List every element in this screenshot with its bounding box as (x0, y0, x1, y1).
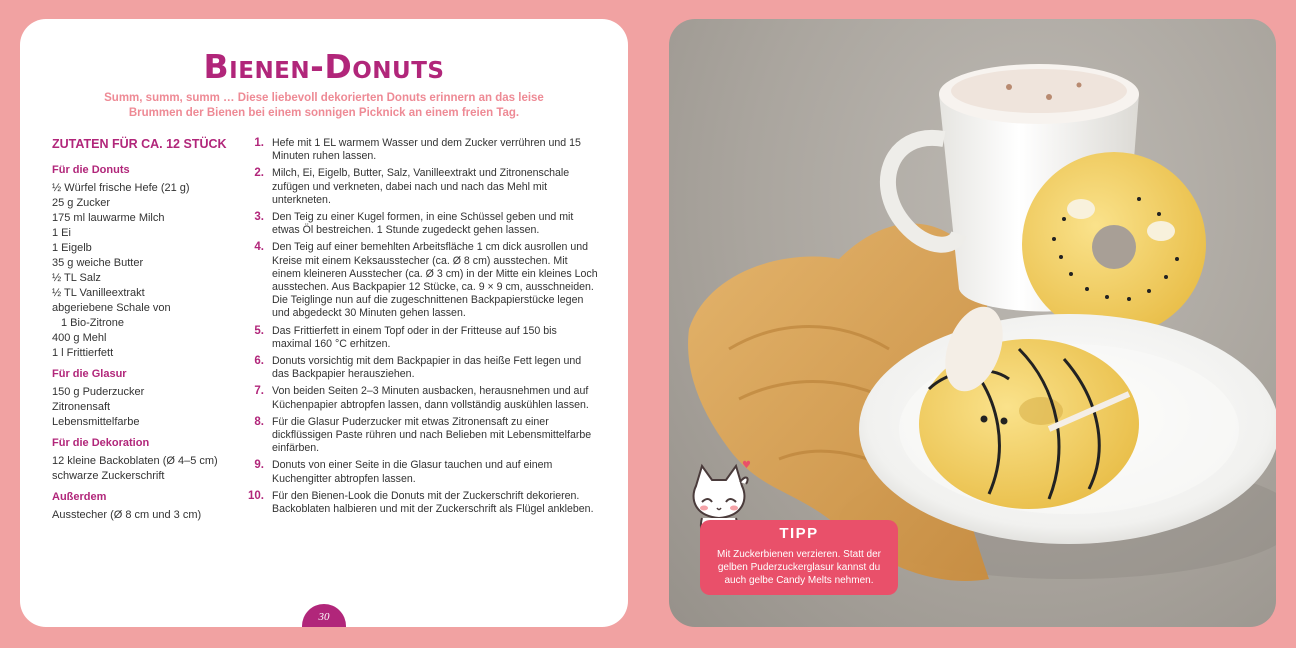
ingredient-item: 1 Bio-Zitrone (61, 317, 124, 329)
ingredient-item: Ausstecher (Ø 8 cm und 3 cm) (52, 509, 202, 521)
step-item (238, 385, 598, 411)
tip-box (700, 520, 898, 595)
recipe-subtitle: Summ, summ, summ … Diese liebevoll dekorierten Donuts erinnern an das leise Brummen der Bienen bei einem sonnigen Picknick an einem freien Tag. (104, 92, 544, 119)
ingredient-item: 1 l Frittierfett (52, 347, 114, 359)
step-text: Den Teig zu einer Kugel formen, in eine Schüssel geben und mit etwas Öl bestreichen. 1 Stunde zugedeckt gehen lassen. (272, 211, 574, 237)
ingredient-section (52, 436, 232, 484)
ingredient-item: schwarze Zuckerschrift (52, 470, 165, 482)
step-item (238, 490, 598, 516)
step-text: Für die Glasur Puderzucker mit etwas Zitronensaft zu einer dickflüssigen Paste rühren und nach Belieben mit Lebensmittelfarbe einfärben. (272, 415, 592, 455)
tip-title: TIPP (779, 525, 819, 542)
ingredient-item: ½ TL Salz (52, 272, 101, 284)
step-text: Den Teig auf einer bemehlten Arbeitsfläche 1 cm dick ausrollen und Kreise mit einem Keksausstecher (ca. Ø 8 cm) ausstechen. Mit einem kleineren Ausstecher (ca. Ø 3 cm) in der Mitte ein kleines Loch ausstechen. Aus Backpapier 12 Stücke, ca. 9 × 9 cm, ausschneiden. Die Teiglinge nun auf die zugeschnittenen Backpapierstücke legen und abgedeckt 30 Minuten gehen lassen. (272, 241, 598, 320)
ingredient-item: abgeriebene Schale von (52, 302, 171, 314)
ingredient-item: 12 kleine Backoblaten (Ø 4–5 cm) (52, 455, 218, 467)
ingredient-section-title: Für die Donuts (52, 164, 130, 176)
steps-list (238, 137, 598, 520)
ingredient-item: 35 g weiche Butter (52, 257, 144, 269)
step-text: Milch, Ei, Eigelb, Butter, Salz, Vanilleextrakt und Zitronenschale zufügen und verkneten, dabei nach und nach das Mehl mit unterkneten. (272, 167, 570, 206)
ingredient-section (52, 367, 232, 430)
ingredients-heading: ZUTATEN FÜR CA. 12 STÜCK (52, 137, 227, 151)
step-number: 7. (254, 385, 264, 398)
step-number: 9. (254, 459, 264, 472)
ingredient-item: ½ Würfel frische Hefe (21 g) (52, 182, 190, 194)
step-item (238, 459, 598, 485)
ingredient-section-title: Für die Dekoration (52, 437, 150, 449)
step-text: Hefe mit 1 EL warmem Wasser und dem Zucker verrühren und 15 Minuten ruhen lassen. (272, 137, 581, 163)
ingredient-item: 175 ml lauwarme Milch (52, 212, 165, 224)
step-number: 4. (254, 241, 264, 254)
ingredient-item: 150 g Puderzucker (52, 386, 145, 398)
step-text: Das Frittierfett in einem Topf oder in der Fritteuse auf 150 bis maximal 160 °C erhitzen. (272, 324, 557, 350)
step-number: 5. (254, 324, 264, 337)
step-number: 8. (254, 415, 264, 428)
step-number: 3. (254, 211, 264, 224)
step-item (238, 167, 598, 207)
ingredient-item: Zitronensaft (52, 401, 111, 413)
step-item (238, 211, 598, 237)
recipe-title: Bienen-Donuts (203, 47, 445, 86)
ingredient-item: 1 Ei (52, 227, 71, 239)
ingredient-section-title: Außerdem (52, 491, 107, 503)
step-number: 6. (254, 355, 264, 368)
ingredient-item: Lebensmittelfarbe (52, 416, 140, 428)
ingredient-item: 400 g Mehl (52, 332, 107, 344)
ingredient-sections (52, 163, 232, 523)
step-number: 2. (254, 167, 264, 180)
recipe-page (20, 19, 628, 627)
ingredient-item: ½ TL Vanilleextrakt (52, 287, 145, 299)
ingredient-item: 25 g Zucker (52, 197, 111, 209)
svg-text:♥: ♥ (742, 460, 751, 471)
step-text: Donuts von einer Seite in die Glasur tauchen und auf einem Kuchengitter abtropfen lassen. (272, 459, 553, 485)
step-item (238, 241, 598, 320)
step-item (238, 137, 598, 163)
step-text: Donuts vorsichtig mit dem Backpapier in das heiße Fett legen und das Backpapier herausziehen. (272, 355, 582, 381)
ingredients-column (52, 137, 232, 525)
ingredient-item: 1 Eigelb (52, 242, 92, 254)
step-number: 1. (254, 137, 264, 149)
page-number: 30 (302, 604, 346, 627)
ingredient-section-title: Für die Glasur (52, 368, 127, 380)
step-text: Von beiden Seiten 2–3 Minuten ausbacken, herausnehmen und auf Küchenpapier abtropfen lassen, dann vollständig auskühlen lassen. (272, 385, 589, 411)
step-item (238, 325, 598, 351)
step-number: 10. (248, 489, 264, 502)
ingredient-section (52, 490, 232, 523)
step-item (238, 416, 598, 456)
ingredient-section (52, 163, 232, 361)
tip-text: Mit Zuckerbienen verzieren. Statt der gelben Puderzuckerglasur kannst du auch gelbe Candy Melts nehmen. (717, 549, 881, 586)
step-text: Für den Bienen-Look die Donuts mit der Zuckerschrift dekorieren. Backoblaten halbieren und mit der Zuckerschrift als Flügel ankleben. (272, 489, 594, 516)
step-item (238, 355, 598, 381)
